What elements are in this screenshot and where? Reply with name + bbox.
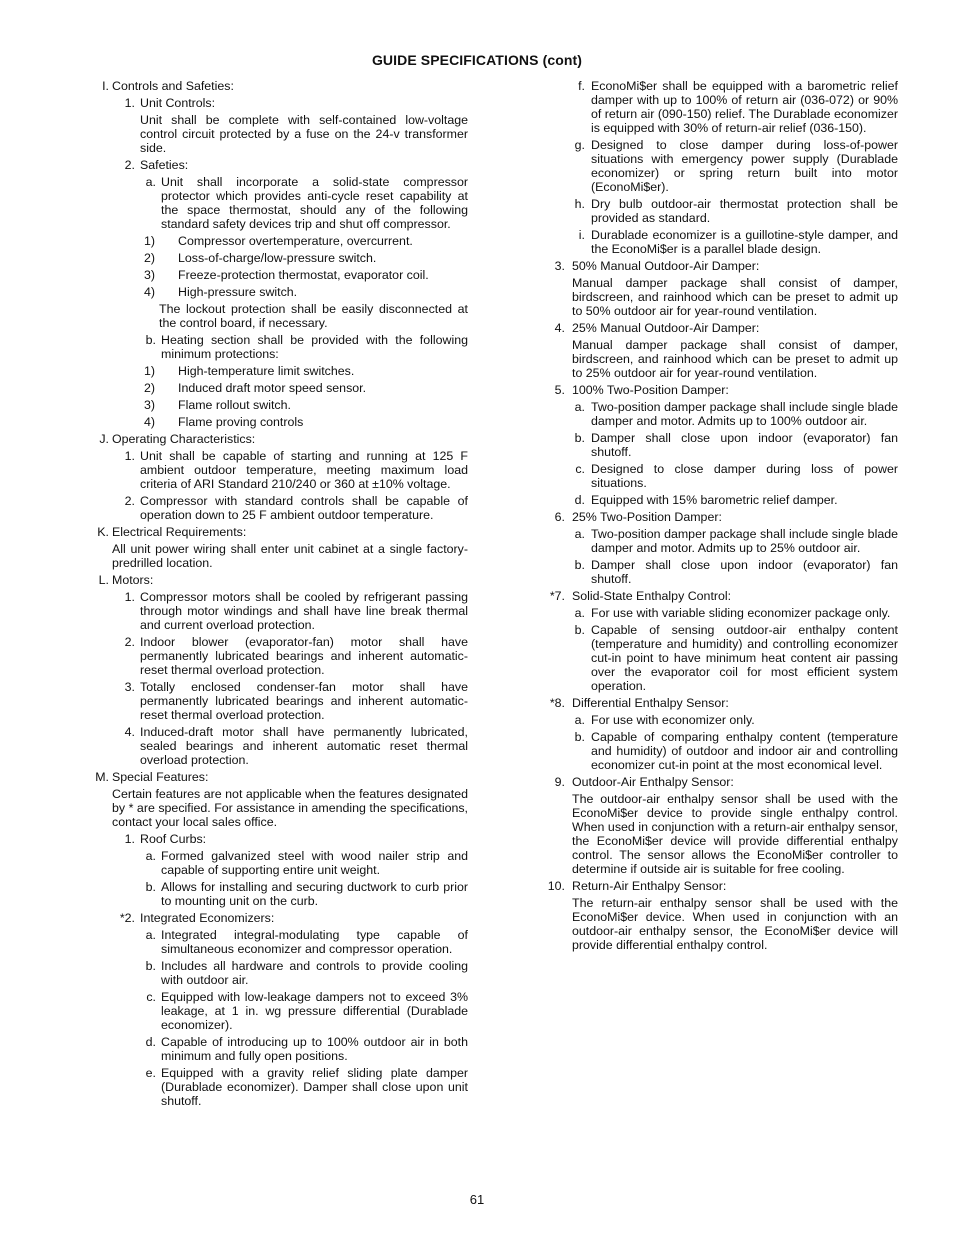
spec-item <box>88 175 468 231</box>
spec-item <box>88 449 468 491</box>
item-text: Electrical Requirements: <box>112 525 247 539</box>
item-text: Equipped with low-leakage dampers not to exceed 3% leakage, at 1 in. wg pressure differential (Durablade economizer). <box>161 990 468 1032</box>
spec-paragraph <box>538 896 898 952</box>
item-text: Capable of comparing enthalpy content (temperature and humidity) of outdoor and indoor air and controlling economizer cut-in point at the most economical level. <box>591 730 898 772</box>
spec-item <box>538 259 898 273</box>
item-marker: I. <box>102 79 109 93</box>
spec-item <box>88 415 468 429</box>
item-marker: 1. <box>124 590 135 604</box>
item-marker: 3. <box>124 680 135 694</box>
item-text: EconoMi$er shall be equipped with a barometric relief damper with up to 100% of return air (036-072) or 90% of return air (090-150) relief. The Durablade economizer is equipped with 30% of return-air relief (036-150). <box>591 79 898 135</box>
item-marker: e. <box>145 1066 156 1080</box>
page-title: GUIDE SPECIFICATIONS (cont) <box>371 52 583 68</box>
item-marker: a. <box>574 713 585 727</box>
spec-item <box>88 432 468 446</box>
item-text: Roof Curbs: <box>140 832 207 846</box>
spec-paragraph <box>538 276 898 318</box>
item-text: Integrated Economizers: <box>140 911 275 925</box>
item-text: Differential Enthalpy Sensor: <box>572 696 729 710</box>
item-marker: *8. <box>549 696 565 710</box>
item-marker: a. <box>574 400 585 414</box>
item-text: Designed to close damper during loss-of-power situations with emergency power supply (Durablade economizer) or spring return built into motor (EconoMi$er). <box>591 138 898 194</box>
spec-item <box>88 680 468 722</box>
item-text: For use with economizer only. <box>591 713 755 727</box>
item-marker: 5. <box>554 383 565 397</box>
item-marker: i. <box>578 228 585 242</box>
item-marker: *2. <box>119 911 135 925</box>
item-text: Damper shall close upon indoor (evaporator) fan shutoff. <box>591 431 898 459</box>
item-text: Loss-of-charge/low-pressure switch. <box>178 251 377 265</box>
item-text: Compressor overtemperature, overcurrent. <box>178 234 413 248</box>
spec-item <box>538 527 898 555</box>
spec-item <box>88 525 468 539</box>
spec-item <box>538 321 898 335</box>
item-marker: 2) <box>143 381 155 395</box>
item-text: 25% Manual Outdoor-Air Damper: <box>572 321 760 335</box>
spec-item <box>538 879 898 893</box>
spec-item <box>538 606 898 620</box>
spec-item <box>88 849 468 877</box>
item-text: Unit shall be complete with self-contained low-voltage control circuit protected by a fuse on the 24-v transformer side. <box>140 113 468 155</box>
item-marker: b. <box>574 730 585 744</box>
item-marker: 2. <box>124 158 135 172</box>
item-text: Compressor motors shall be cooled by refrigerant passing through motor windings and shall have line break thermal and current overload protection. <box>140 590 468 632</box>
spec-item <box>88 285 468 299</box>
item-text: Indoor blower (evaporator-fan) motor shall have permanently lubricated bearings and inherent automatic-reset thermal overload protection. <box>140 635 468 677</box>
spec-item <box>88 251 468 265</box>
item-text: Formed galvanized steel with wood nailer strip and capable of supporting entire unit weight. <box>161 849 468 877</box>
item-marker: a. <box>574 527 585 541</box>
item-marker: 3. <box>554 259 565 273</box>
item-text: The lockout protection shall be easily disconnected at the control board, if necessary. <box>159 302 468 330</box>
item-text: Motors: <box>112 573 154 587</box>
item-marker: a. <box>145 849 156 863</box>
spec-paragraph <box>538 792 898 876</box>
item-text: Dry bulb outdoor-air thermostat protection shall be provided as standard. <box>591 197 898 225</box>
item-marker: 1. <box>124 96 135 110</box>
item-marker: b. <box>145 333 156 347</box>
spec-item <box>538 730 898 772</box>
item-text: Return-Air Enthalpy Sensor: <box>572 879 727 893</box>
item-text: Induced draft motor speed sensor. <box>178 381 367 395</box>
item-marker: M. <box>95 770 109 784</box>
spec-item <box>88 158 468 172</box>
item-text: Totally enclosed condenser-fan motor shall have permanently lubricated bearings and inherent automatic-reset thermal overload protection. <box>140 680 468 722</box>
spec-item <box>88 725 468 767</box>
spec-item <box>88 96 468 110</box>
item-text: Operating Characteristics: <box>112 432 256 446</box>
spec-item <box>538 197 898 225</box>
spec-item <box>88 398 468 412</box>
item-text: Safeties: <box>140 158 189 172</box>
spec-item <box>538 713 898 727</box>
item-marker: d. <box>574 493 585 507</box>
spec-item <box>538 493 898 507</box>
item-marker: b. <box>574 431 585 445</box>
item-text: Damper shall close upon indoor (evaporator) fan shutoff. <box>591 558 898 586</box>
item-marker: 4. <box>124 725 135 739</box>
item-marker: b. <box>574 623 585 637</box>
spec-item <box>88 590 468 632</box>
spec-item <box>88 381 468 395</box>
item-marker: a. <box>574 606 585 620</box>
item-marker: c. <box>146 990 156 1004</box>
item-marker: 2. <box>124 635 135 649</box>
item-text: Includes all hardware and controls to provide cooling with outdoor air. <box>161 959 468 987</box>
spec-item <box>88 959 468 987</box>
spec-item <box>538 775 898 789</box>
spec-item <box>538 228 898 256</box>
item-text: All unit power wiring shall enter unit cabinet at a single factory-predrilled location. <box>112 542 468 570</box>
item-text: Induced-draft motor shall have permanently lubricated, sealed bearings and inherent automatic reset thermal overload protection. <box>140 725 468 767</box>
item-marker: a. <box>145 928 156 942</box>
item-marker: g. <box>574 138 585 152</box>
spec-item <box>538 558 898 586</box>
spec-item <box>538 510 898 524</box>
item-marker: 4. <box>554 321 565 335</box>
spec-item <box>88 494 468 522</box>
item-marker: *7. <box>549 589 565 603</box>
item-text: Flame proving controls <box>178 415 304 429</box>
item-text: Unit shall be capable of starting and running at 125 F ambient outdoor temperature, meeting maximum load criteria of ARI Standard 210/240 or 360 at ±10% voltage. <box>140 449 468 491</box>
item-text: Allows for installing and securing ductwork to curb prior to mounting unit on the curb. <box>161 880 468 908</box>
item-marker: b. <box>145 880 156 894</box>
item-text: Designed to close damper during loss of power situations. <box>591 462 898 490</box>
item-marker: 10. <box>547 879 565 893</box>
item-marker: 1) <box>143 234 155 248</box>
item-marker: a. <box>145 175 156 189</box>
item-text: Two-position damper package shall include single blade damper and motor. Admits up to 25% outdoor air. <box>591 527 898 555</box>
item-marker: 3) <box>143 268 155 282</box>
item-text: Heating section shall be provided with the following minimum protections: <box>161 333 468 361</box>
item-marker: 3) <box>143 398 155 412</box>
item-text: Unit shall incorporate a solid-state compressor protector which provides anti-cycle reset capability at the space thermostat, should any of the following standard safety devices trip and shut off compressor. <box>161 175 468 231</box>
spec-item <box>88 911 468 925</box>
spec-item <box>88 1066 468 1108</box>
spec-item <box>88 770 468 784</box>
spec-item <box>538 138 898 194</box>
spec-item <box>88 333 468 361</box>
page-number: 61 <box>469 1192 485 1207</box>
spec-paragraph <box>88 787 468 829</box>
item-text: Manual damper package shall consist of damper, birdscreen, and rainhood which can be preset to admit up to 25% outdoor air for year-round ventilation. <box>572 338 898 380</box>
item-marker: 4) <box>143 415 155 429</box>
item-marker: d. <box>145 1035 156 1049</box>
item-marker: b. <box>574 558 585 572</box>
item-text: 50% Manual Outdoor-Air Damper: <box>572 259 760 273</box>
item-text: Integrated integral-modulating type capable of simultaneous economizer and compressor operation. <box>161 928 468 956</box>
item-text: Equipped with a gravity relief sliding plate damper (Durablade economizer). Damper shall close upon unit shutoff. <box>161 1066 468 1108</box>
item-marker: J. <box>99 432 109 446</box>
spec-item <box>538 589 898 603</box>
spec-item <box>88 635 468 677</box>
spec-paragraph <box>88 113 468 155</box>
spec-paragraph <box>88 302 468 330</box>
spec-item <box>538 462 898 490</box>
spec-item <box>538 431 898 459</box>
item-marker: c. <box>575 462 585 476</box>
spec-paragraph <box>88 542 468 570</box>
item-marker: f. <box>578 79 585 93</box>
spec-item <box>538 79 898 135</box>
item-marker: K. <box>97 525 109 539</box>
spec-item <box>88 79 468 93</box>
spec-item <box>88 832 468 846</box>
spec-item <box>88 1035 468 1063</box>
item-text: Special Features: <box>112 770 209 784</box>
item-text: High-temperature limit switches. <box>178 364 355 378</box>
spec-item <box>88 990 468 1032</box>
spec-item <box>538 696 898 710</box>
item-text: Durablade economizer is a guillotine-style damper, and the EconoMi$er is a parallel blade design. <box>591 228 898 256</box>
item-text: Flame rollout switch. <box>178 398 291 412</box>
item-text: Controls and Safeties: <box>112 79 234 93</box>
item-text: Capable of sensing outdoor-air enthalpy content (temperature and humidity) and controlling economizer cut-in point to have minimum heat content air passing over the evaporator coil for most efficient system operation. <box>591 623 898 693</box>
spec-item <box>538 623 898 693</box>
item-marker: 6. <box>554 510 565 524</box>
item-marker: 9. <box>554 775 565 789</box>
item-text: Unit Controls: <box>140 96 216 110</box>
item-text: The outdoor-air enthalpy sensor shall be used with the EconoMi$er device to provide single enthalpy control. When used in conjunction with a return-air enthalpy sensor, the EconoMi$er device will provide differential enthalpy control. The sensor allows the EconoMi$er controller to determine if outside air is suitable for free cooling. <box>572 792 898 876</box>
item-text: 25% Two-Position Damper: <box>572 510 722 524</box>
spec-item <box>88 928 468 956</box>
item-text: High-pressure switch. <box>178 285 298 299</box>
item-text: Equipped with 15% barometric relief damper. <box>591 493 838 507</box>
item-marker: 4) <box>143 285 155 299</box>
item-text: Certain features are not applicable when the features designated by * are specified. For assistance in amending the specifications, contact your local sales office. <box>112 787 468 829</box>
spec-item <box>538 383 898 397</box>
spec-item <box>88 880 468 908</box>
item-marker: 1. <box>124 449 135 463</box>
spec-paragraph <box>538 338 898 380</box>
spec-item <box>538 400 898 428</box>
item-text: Solid-State Enthalpy Control: <box>572 589 732 603</box>
item-marker: b. <box>145 959 156 973</box>
item-text: For use with variable sliding economizer package only. <box>591 606 891 620</box>
item-text: Two-position damper package shall include single blade damper and motor. Admits up to 100% outdoor air. <box>591 400 898 428</box>
spec-item <box>88 364 468 378</box>
left-column <box>88 79 468 1111</box>
item-text: 100% Two-Position Damper: <box>572 383 729 397</box>
item-marker: 2. <box>124 494 135 508</box>
item-text: The return-air enthalpy sensor shall be used with the EconoMi$er device. When used in conjunction with an outdoor-air enthalpy sensor, the EconoMi$er device will provide differential enthalpy control. <box>572 896 898 952</box>
item-text: Compressor with standard controls shall be capable of operation down to 25 F ambient outdoor temperature. <box>140 494 468 522</box>
item-marker: 2) <box>143 251 155 265</box>
item-marker: 1) <box>143 364 155 378</box>
spec-item <box>88 268 468 282</box>
right-column <box>538 79 898 955</box>
item-marker: h. <box>574 197 585 211</box>
item-text: Capable of introducing up to 100% outdoor air in both minimum and fully open positions. <box>161 1035 468 1063</box>
item-text: Outdoor-Air Enthalpy Sensor: <box>572 775 734 789</box>
item-marker: 1. <box>124 832 135 846</box>
spec-item <box>88 234 468 248</box>
item-text: Manual damper package shall consist of damper, birdscreen, and rainhood which can be preset to admit up to 50% outdoor air for year-round ventilation. <box>572 276 898 318</box>
spec-item <box>88 573 468 587</box>
item-text: Freeze-protection thermostat, evaporator coil. <box>178 268 429 282</box>
item-marker: L. <box>98 573 109 587</box>
